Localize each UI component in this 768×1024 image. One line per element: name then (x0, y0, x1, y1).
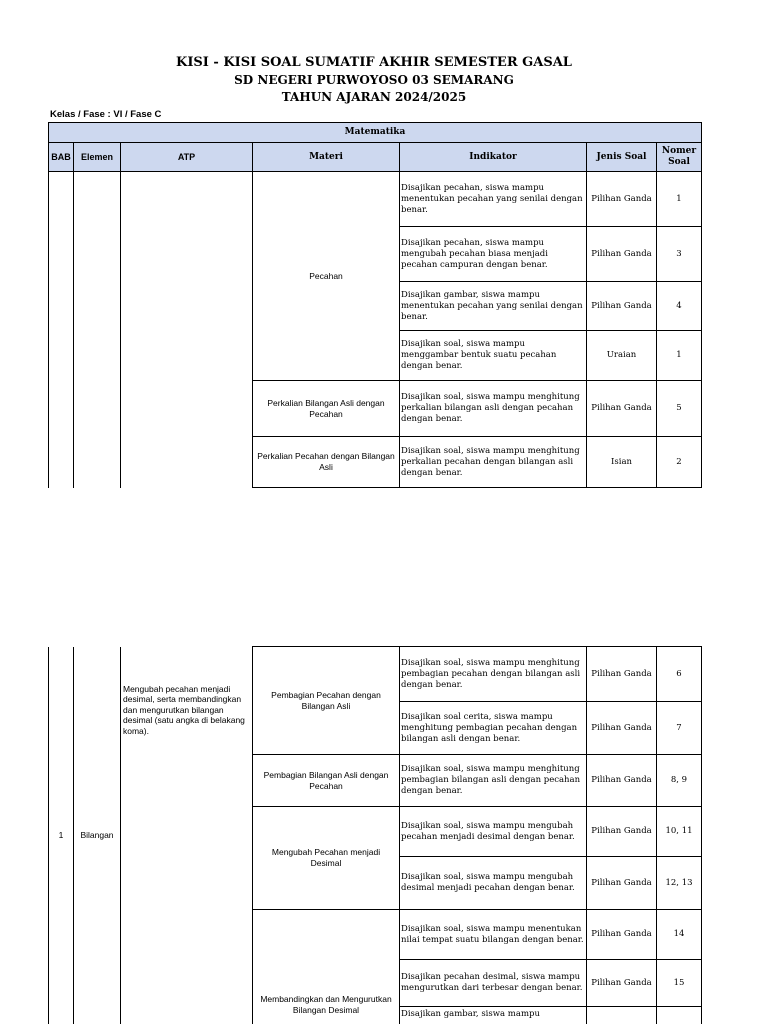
col-elemen: Elemen (74, 143, 121, 172)
jenis-soal-cell: Pilihan Ganda (587, 755, 657, 807)
nomer-soal-cell: 1 (657, 172, 702, 227)
col-indikator: Indikator (400, 143, 587, 172)
col-atp: ATP (121, 143, 253, 172)
jenis-soal-cell (587, 1007, 657, 1024)
materi-cell: Pecahan (253, 172, 400, 381)
materi-cell: Mengubah Pecahan menjadi Desimal (253, 807, 400, 910)
nomer-soal-cell: 1 (657, 331, 702, 381)
indikator-cell: Disajikan soal, siswa mampu menentukan nilai tempat suatu bilangan dengan benar. (400, 910, 587, 960)
jenis-soal-cell: Isian (587, 437, 657, 488)
nomer-soal-cell: 10, 11 (657, 807, 702, 857)
jenis-soal-cell: Uraian (587, 331, 657, 381)
col-materi: Materi (253, 143, 400, 172)
col-nomer-soal: Nomer Soal (657, 143, 702, 172)
table-row (49, 172, 702, 227)
nomer-soal-cell: 8, 9 (657, 755, 702, 807)
materi-cell: Membandingkan dan Mengurutkan Bilangan Desimal (253, 910, 400, 1024)
materi-cell: Perkalian Pecahan dengan Bilangan Asli (253, 437, 400, 488)
bab-cell-continued (49, 172, 74, 488)
jenis-soal-cell: Pilihan Ganda (587, 172, 657, 227)
materi-cell: Pembagian Bilangan Asli dengan Pecahan (253, 755, 400, 807)
subject-header: Matematika (49, 123, 702, 143)
atp-cell: Mengubah pecahan menjadi desimal, serta membandingkan dan mengurutkan bilangan desimal (satu angka di belakang koma). (121, 647, 253, 1024)
nomer-soal-cell: 5 (657, 381, 702, 437)
school-name: SD NEGERI PURWOYOSO 03 SEMARANG (234, 73, 514, 87)
jenis-soal-cell: Pilihan Ganda (587, 910, 657, 960)
kelas-fase-label: Kelas / Fase : VI / Fase C (50, 109, 162, 120)
indikator-cell: Disajikan soal cerita, siswa mampu menghitung pembagian pecahan dengan bilangan asli dengan benar. (400, 702, 587, 755)
table-row (49, 647, 702, 702)
jenis-soal-cell: Pilihan Ganda (587, 960, 657, 1007)
jenis-soal-cell: Pilihan Ganda (587, 227, 657, 282)
nomer-soal-cell: 3 (657, 227, 702, 282)
jenis-soal-cell: Pilihan Ganda (587, 857, 657, 910)
elemen-cell-continued (74, 172, 121, 488)
jenis-soal-cell: Pilihan Ganda (587, 807, 657, 857)
school-year: TAHUN AJARAN 2024/2025 (281, 90, 467, 104)
bab-cell: 1 (49, 647, 74, 1024)
jenis-soal-cell: Pilihan Ganda (587, 647, 657, 702)
nomer-soal-cell: 6 (657, 647, 702, 702)
indikator-cell: Disajikan gambar, siswa mampu (400, 1007, 587, 1024)
nomer-soal-cell: 7 (657, 702, 702, 755)
nomer-soal-cell: 2 (657, 437, 702, 488)
indikator-cell: Disajikan soal, siswa mampu menghitung pembagian pecahan dengan bilangan asli dengan benar. (400, 647, 587, 702)
materi-cell: Pembagian Pecahan dengan Bilangan Asli (253, 647, 400, 755)
jenis-soal-cell: Pilihan Ganda (587, 381, 657, 437)
indikator-cell: Disajikan soal, siswa mampu menghitung pembagian bilangan asli dengan pecahan dengan benar. (400, 755, 587, 807)
indikator-cell: Disajikan pecahan, siswa mampu menentukan pecahan yang senilai dengan benar. (400, 172, 587, 227)
indikator-cell: Disajikan soal, siswa mampu menghitung perkalian pecahan dengan bilangan asli dengan benar. (400, 437, 587, 488)
indikator-cell: Disajikan soal, siswa mampu mengubah pecahan menjadi desimal dengan benar. (400, 807, 587, 857)
indikator-cell: Disajikan soal, siswa mampu menggambar bentuk suatu pecahan dengan benar. (400, 331, 587, 381)
indikator-cell: Disajikan pecahan desimal, siswa mampu mengurutkan dari terbesar dengan benar. (400, 960, 587, 1007)
jenis-soal-cell: Pilihan Ganda (587, 282, 657, 331)
indikator-cell: Disajikan soal, siswa mampu mengubah desimal menjadi pecahan dengan benar. (400, 857, 587, 910)
atp-cell-continued (121, 172, 253, 488)
document-header (0, 54, 748, 106)
kisi-table-page-2 (48, 646, 701, 1024)
elemen-cell: Bilangan (74, 647, 121, 1024)
nomer-soal-cell: 14 (657, 910, 702, 960)
indikator-cell: Disajikan gambar, siswa mampu menentukan pecahan yang senilai dengan benar. (400, 282, 587, 331)
kisi-table-page-1 (48, 122, 701, 488)
indikator-cell: Disajikan soal, siswa mampu menghitung perkalian bilangan asli dengan pecahan dengan benar. (400, 381, 587, 437)
col-bab: BAB (49, 143, 74, 172)
nomer-soal-cell: 15 (657, 960, 702, 1007)
col-jenis-soal: Jenis Soal (587, 143, 657, 172)
document-title: KISI - KISI SOAL SUMATIF AKHIR SEMESTER GASAL (176, 55, 572, 70)
nomer-soal-cell: 12, 13 (657, 857, 702, 910)
nomer-soal-cell: 4 (657, 282, 702, 331)
jenis-soal-cell: Pilihan Ganda (587, 702, 657, 755)
indikator-cell: Disajikan pecahan, siswa mampu mengubah pecahan biasa menjadi pecahan campuran dengan benar. (400, 227, 587, 282)
nomer-soal-cell (657, 1007, 702, 1024)
materi-cell: Perkalian Bilangan Asli dengan Pecahan (253, 381, 400, 437)
